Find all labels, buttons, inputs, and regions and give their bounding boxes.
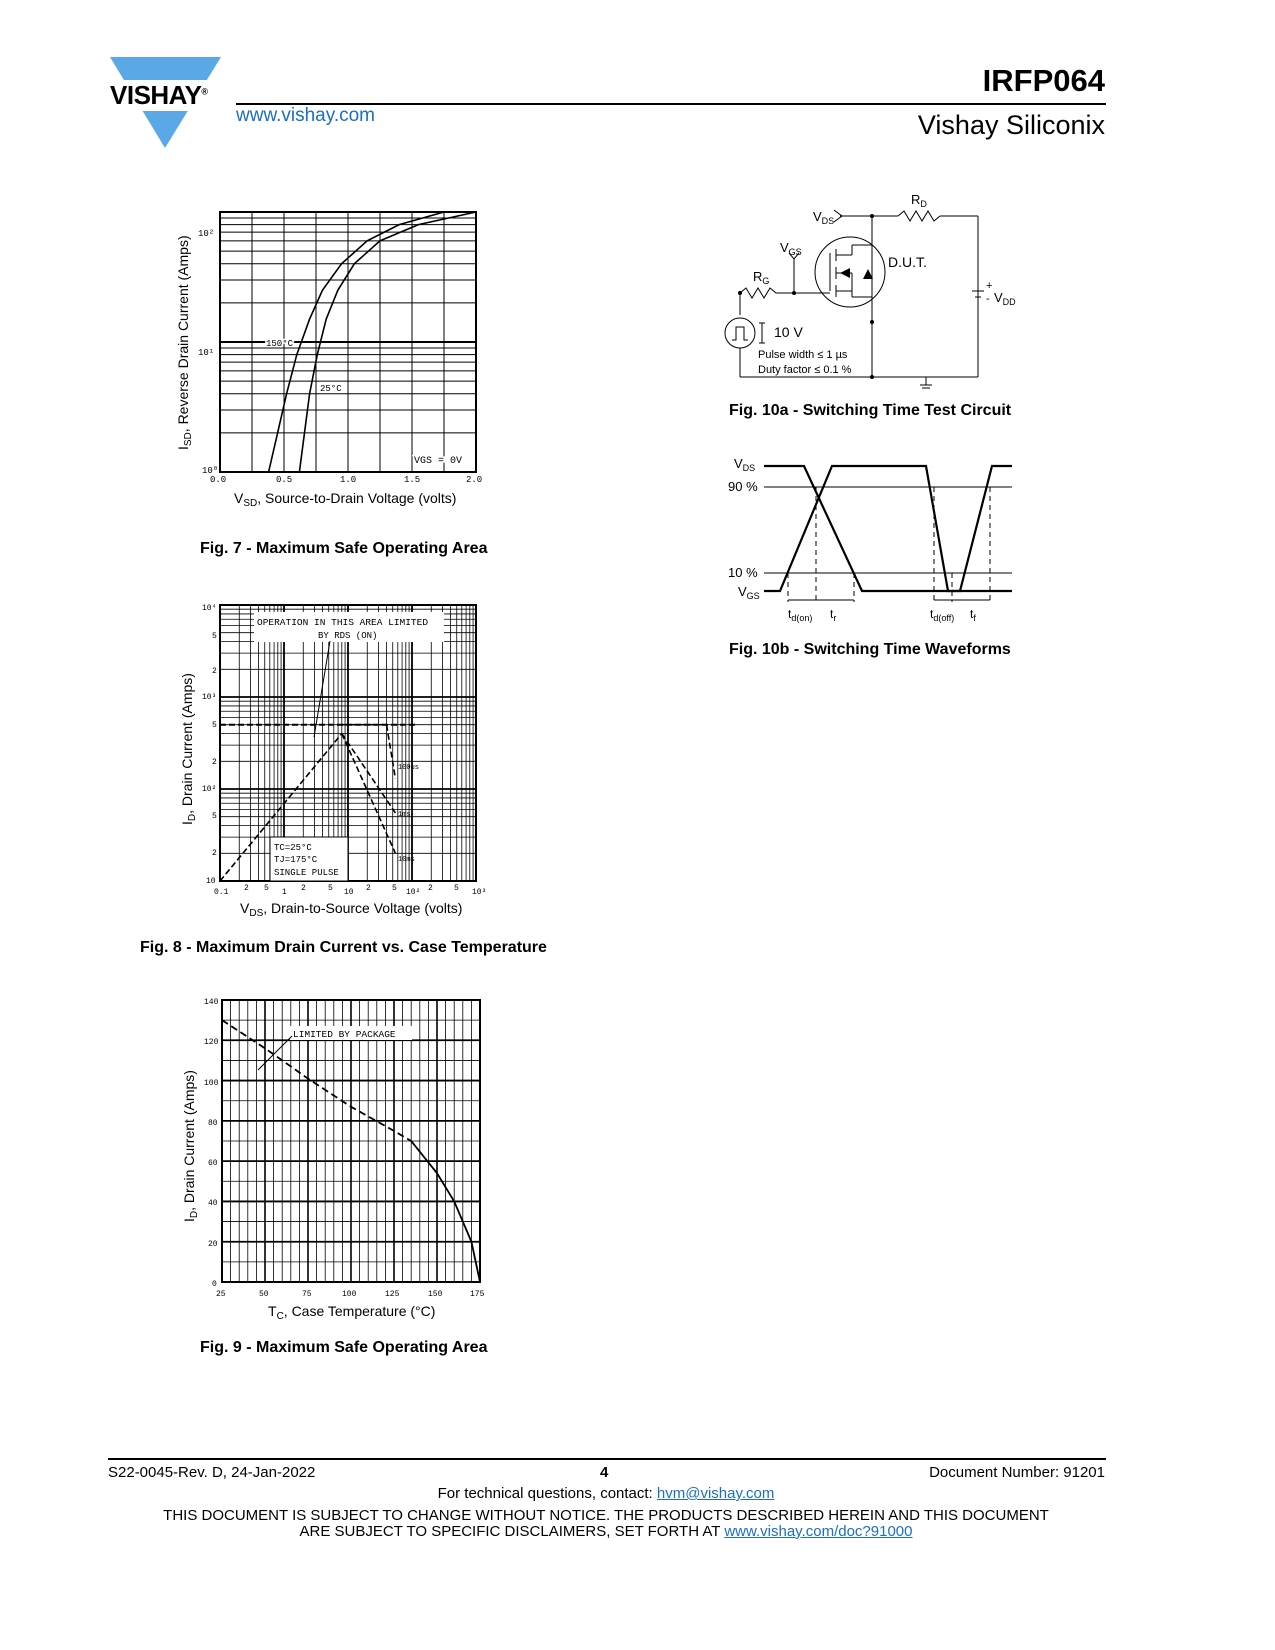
fig10b-caption: Fig. 10b - Switching Time Waveforms <box>729 641 1011 658</box>
footer-rule <box>108 1458 1106 1460</box>
fig9-xtick-1: 25 <box>216 1290 226 1299</box>
footer-document-number: Document Number: 91201 <box>929 1464 1105 1481</box>
header-rule <box>236 103 1106 105</box>
fig10a-duty-factor: Duty factor ≤ 0.1 % <box>758 364 852 376</box>
fig8-caption: Fig. 8 - Maximum Drain Current vs. Case Temperature <box>140 939 547 956</box>
fig9-xtick-2: 50 <box>259 1290 269 1299</box>
fig9-xtick-4: 100 <box>342 1290 357 1299</box>
fig10b-label-10: 10 % <box>728 565 758 580</box>
fig9-ytick-5: 60 <box>208 1159 218 1168</box>
fig8-cond-2: TJ=175°C <box>274 855 318 865</box>
fig10b-label-vds: $V_{DS}$ <box>734 456 756 473</box>
fig7-ytick-2: 10¹ <box>198 348 215 358</box>
fig7-xtick-5: 2.0 <box>466 475 483 485</box>
fig8-chart <box>170 597 510 927</box>
fig7-chart <box>170 200 510 520</box>
fig8-ytick-7: 10² <box>202 785 217 794</box>
fig8-xtick-9: 5 <box>392 884 397 893</box>
fig10a-circuit <box>710 185 1050 395</box>
fig10b-vgs-trace <box>764 466 1012 591</box>
fig10a-caption: Fig. 10a - Switching Time Test Circuit <box>729 402 1012 419</box>
fig9-ylabel: $I_D$, Drain Current (Amps) <box>181 1070 200 1222</box>
fig9-ytick-7: 20 <box>208 1240 218 1249</box>
fig8-xtick-6: 5 <box>328 884 333 893</box>
fig10b-label-tdon: $t_{d(on)}$ <box>788 607 813 623</box>
fig7-xtick-2: 0.5 <box>276 475 293 485</box>
fig8-ytick-5: 5 <box>212 721 217 730</box>
fig10a-pulse-width: Pulse width ≤ 1 µs <box>758 349 848 361</box>
fig7-xtick-4: 1.5 <box>404 475 421 485</box>
fig8-xtick-10: 10² <box>406 888 421 897</box>
fig7-ytick-1: 10² <box>198 229 215 239</box>
fig9-caption: Fig. 9 - Maximum Safe Operating Area <box>200 1339 488 1356</box>
fig10a-label-dut: D.U.T. <box>888 254 927 270</box>
fig8-label-100us: 100us <box>398 764 420 772</box>
fig10a-label-plus: + <box>986 280 993 292</box>
fig9-ytick-2: 120 <box>204 1038 219 1047</box>
footer-disclaimer-1: THIS DOCUMENT IS SUBJECT TO CHANGE WITHOUT NOTICE. THE PRODUCTS DESCRIBED HEREIN AND THIS DOCUMENT <box>163 1507 1049 1524</box>
fig7-condition: VGS = 0V <box>414 456 463 467</box>
fig9-xtick-7: 175 <box>470 1290 485 1299</box>
fig8-xtick-8: 2 <box>366 884 371 893</box>
fig10b-waveforms <box>720 450 1020 630</box>
fig10a-label-vdd: $V_{DD}$ <box>994 290 1016 307</box>
fig8-ylabel: $I_D$, Drain Current (Amps) <box>179 673 198 825</box>
fig8-label-1ms: 1ms <box>398 811 411 819</box>
fig8-cond-1: TC=25°C <box>274 843 312 853</box>
fig10b-label-tr: $t_r$ <box>830 607 837 623</box>
fig7-ytick-3: 10⁰ <box>202 466 219 476</box>
fig8-ytick-3: 2 <box>212 667 217 676</box>
fig9-xtick-5: 125 <box>385 1290 400 1299</box>
disclaimer-link[interactable]: www.vishay.com/doc?91000 <box>724 1523 913 1540</box>
fig10b-label-vgs: $V_{GS}$ <box>738 584 760 601</box>
fig7-xlabel: $V_{SD}$, Source-to-Drain Voltage (volts) <box>234 490 457 509</box>
fig8-xtick-11: 2 <box>428 884 433 893</box>
fig8-xtick-1: 0.1 <box>214 888 229 897</box>
fig8-area-note-2: BY RDS (ON) <box>318 631 378 641</box>
fig8-ytick-4: 10³ <box>202 693 217 702</box>
fig8-xtick-3: 5 <box>264 884 269 893</box>
fig10a-label-rd: $R_D$ <box>911 192 927 209</box>
fig10a-label-voltage: 10 V <box>774 324 803 340</box>
fig7-xtick-1: 0.0 <box>210 475 227 485</box>
fig8-ytick-2: 5 <box>212 632 217 641</box>
fig9-xlabel: $T_C$, Case Temperature (°C) <box>268 1303 436 1320</box>
fig8-ytick-10: 10 <box>206 877 216 886</box>
part-number: IRFP064 <box>982 63 1105 98</box>
fig7-label-25c: 25°C <box>320 384 342 394</box>
fig9-xtick-3: 75 <box>302 1290 312 1299</box>
company-name: Vishay Siliconix <box>917 110 1105 140</box>
footer-revision: S22-0045-Rev. D, 24-Jan-2022 <box>108 1464 316 1481</box>
fig10b-label-tf: $t_f$ <box>970 607 976 623</box>
fig7-caption: Fig. 7 - Maximum Safe Operating Area <box>200 540 488 557</box>
fig9-annotation: LIMITED BY PACKAGE <box>293 1029 396 1040</box>
fig8-xtick-5: 2 <box>301 884 306 893</box>
fig10b-label-90: 90 % <box>728 479 758 494</box>
fig8-ytick-8: 5 <box>212 812 217 821</box>
fig10b-vds-trace <box>764 466 1012 591</box>
website-link[interactable]: www.vishay.com <box>236 105 376 126</box>
fig9-ytick-6: 40 <box>208 1199 218 1208</box>
logo-text: VISHAY® <box>110 80 208 110</box>
fig7-ylabel: $I_{SD}$, Reverse Drain Current (Amps) <box>175 235 194 450</box>
fig8-area-note-1: OPERATION IN THIS AREA LIMITED <box>257 617 429 628</box>
fig8-cond-3: SINGLE PULSE <box>274 868 339 878</box>
fig8-xlabel: $V_{DS}$, Drain-to-Source Voltage (volts) <box>240 900 463 919</box>
fig10a-label-rg: $R_G$ <box>753 269 770 286</box>
fig7-xtick-3: 1.0 <box>340 475 357 485</box>
fig9-ytick-8: 0 <box>212 1280 217 1289</box>
footer-disclaimer-2: ARE SUBJECT TO SPECIFIC DISCLAIMERS, SET FORTH AT www.vishay.com/doc?91000 <box>299 1523 913 1540</box>
fig10a-label-vgs: $V_{GS}$ <box>780 240 802 257</box>
fig9-chart <box>170 990 510 1320</box>
fig8-ytick-6: 2 <box>212 758 217 767</box>
fig8-xtick-2: 2 <box>244 884 249 893</box>
fig9-ytick-4: 80 <box>208 1119 218 1128</box>
fig8-ytick-9: 2 <box>212 849 217 858</box>
fig7-label-150c: 150°C <box>266 339 294 349</box>
fig9-ytick-1: 140 <box>204 998 219 1007</box>
fig9-xtick-6: 150 <box>428 1290 443 1299</box>
fig8-xtick-12: 5 <box>454 884 459 893</box>
fig10a-label-vds: $V_{DS}$ <box>813 209 835 226</box>
footer-page-number: 4 <box>600 1464 609 1481</box>
fig8-xtick-4: 1 <box>282 888 287 897</box>
fig8-ytick-1: 10⁴ <box>202 604 217 613</box>
footer-contact: For technical questions, contact: hvm@vishay.com <box>437 1485 775 1502</box>
fig8-xtick-7: 10 <box>344 888 354 897</box>
fig8-xtick-13: 10³ <box>472 888 487 897</box>
contact-email-link[interactable]: hvm@vishay.com <box>656 1485 775 1502</box>
fig9-ytick-3: 100 <box>204 1079 219 1088</box>
fig10a-label-minus: - <box>986 293 990 305</box>
fig8-label-10ms: 10ms <box>398 856 415 864</box>
fig10b-label-tdoff: $t_{d(off)}$ <box>930 607 955 623</box>
